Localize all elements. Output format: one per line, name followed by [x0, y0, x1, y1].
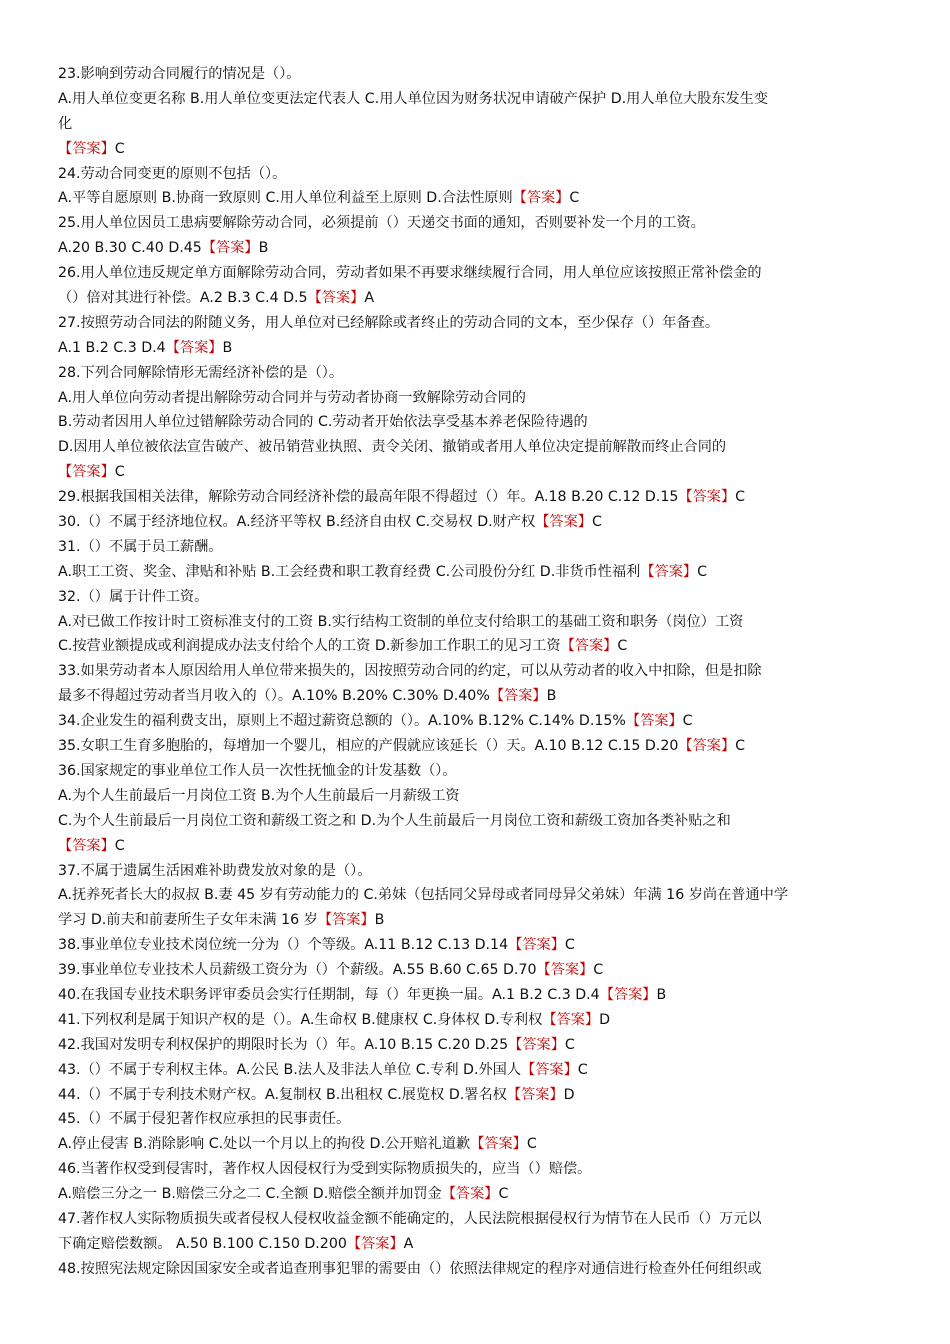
text-line [58, 62, 898, 87]
text-line [58, 585, 898, 610]
line-text: 学习 D.前夫和前妻所生子女年未满 16 岁 [58, 912, 318, 929]
answer-label: 【答案】 [165, 339, 223, 356]
line-text: 38.事业单位专业技术岗位统一分为（）个等级。A.11 B.12 C.13 D.14 [58, 937, 509, 954]
line-text: 40.在我国专业技术职务评审委员会实行任期制，每（）年更换一届。A.1 B.2 C.3 D.4 [58, 986, 600, 1003]
line-text: 29.根据我国相关法律，解除劳动合同经济补偿的最高年限不得超过（）年。A.18 B.20 C.12 D.15 [58, 489, 679, 506]
text-line [58, 610, 898, 635]
line-text: （）倍对其进行补偿。A.2 B.3 C.4 D.5 [58, 290, 308, 307]
line-text: 27.按照劳动合同法的附随义务，用人单位对已经解除或者终止的劳动合同的文本，至少保存（）年备查。 [58, 314, 720, 331]
text-line [58, 1207, 898, 1232]
line-text: 44.（）不属于专利技术财产权。A.复制权 B.出租权 C.展览权 D.署名权 [58, 1086, 507, 1103]
line-text: A.停止侵害 B.消除影响 C.处以一个月以上的拘役 D.公开赔礼道歉 [58, 1136, 471, 1153]
text-line [58, 859, 898, 884]
answer-label: 【答案】 [536, 962, 594, 979]
answer-label: 【答案】 [599, 986, 657, 1003]
line-text: A.用人单位向劳动者提出解除劳动合同并与劳动者协商一致解除劳动合同的 [58, 389, 526, 406]
document-page [58, 62, 898, 1282]
text-line [58, 684, 898, 709]
text-line [58, 958, 898, 983]
text-line [58, 1033, 898, 1058]
text-line [58, 211, 898, 236]
text-line [58, 834, 898, 859]
answer-label: 【答案】 [625, 713, 683, 730]
answer-label: 【答案】 [535, 514, 592, 531]
line-text: 42.我国对发明专利权保护的期限时长为（）年。A.10 B.15 C.20 D.25 [58, 1036, 509, 1053]
text-line [58, 1107, 898, 1132]
line-text: 46.当著作权受到侵害时，著作权人因侵权行为受到实际物质损失的，应当（）赔偿。 [58, 1161, 592, 1178]
answer-value: C [498, 1186, 509, 1203]
answer-label: 【答案】 [542, 1011, 600, 1028]
line-text: 48.按照宪法规定除因国家安全或者追查刑事犯罪的需要由（）依照法律规定的程序对通信进行检查外任何组织或 [58, 1260, 762, 1277]
answer-label: 【答案】 [508, 1036, 565, 1053]
line-text: 34.企业发生的福利费支出，原则上不超过薪资总额的（）。A.10% B.12% C.14% D.15% [58, 713, 626, 730]
line-text: 33.如果劳动者本人原因给用人单位带来损失的，因按照劳动合同的约定，可以从劳动者的收入中扣除，但是扣除 [58, 663, 762, 680]
answer-value: D [599, 1011, 611, 1028]
line-text: A.赔偿三分之一 B.赔偿三分之二 C.全额 D.赔偿全额并加罚金 [58, 1186, 442, 1203]
text-line [58, 709, 898, 734]
answer-value: A [364, 290, 375, 307]
answer-value: B [546, 688, 557, 705]
text-line [58, 784, 898, 809]
answer-label: 【答案】 [58, 464, 115, 481]
answer-label: 【答案】 [441, 1186, 499, 1203]
answer-value: C [526, 1136, 537, 1153]
text-line [58, 435, 898, 460]
answer-label: 【答案】 [470, 1136, 527, 1153]
line-text: D.因用人单位被依法宣告破产、被吊销营业执照、责令关闭、撤销或者用人单位决定提前解散而终止合同的 [58, 439, 727, 456]
text-line [58, 908, 898, 933]
text-line [58, 186, 898, 211]
line-text: C.按营业额提成或利润提成办法支付给个人的工资 D.新参加工作职工的见习工资 [58, 638, 561, 655]
answer-label: 【答案】 [317, 912, 375, 929]
answer-value: C [569, 190, 580, 207]
answer-value: C [697, 563, 708, 580]
text-line [58, 634, 898, 659]
answer-value: C [591, 514, 602, 531]
text-line [58, 162, 898, 187]
answer-label: 【答案】 [506, 1086, 564, 1103]
answer-label: 【答案】 [640, 563, 698, 580]
answer-label: 【答案】 [508, 937, 565, 954]
answer-label: 【答案】 [201, 240, 259, 257]
line-text: A.抚养死者长大的叔叔 B.妻 45 岁有劳动能力的 C.弟妹（包括同父异母或者同母异父弟妹）年满 16 岁尚在普通中学 [58, 887, 789, 904]
line-text: A.用人单位变更名称 B.用人单位变更法定代表人 C.用人单位因为财务状况申请破产保护 D.用人单位大股东发生变 [58, 90, 769, 107]
text-line [58, 809, 898, 834]
text-line [58, 734, 898, 759]
answer-label: 【答案】 [307, 290, 365, 307]
text-line [58, 883, 898, 908]
line-text: 23.影响到劳动合同履行的情况是（）。 [58, 66, 301, 82]
answer-value: C [114, 464, 125, 481]
text-line [58, 1157, 898, 1182]
line-text: 36.国家规定的事业单位工作人员一次性抚恤金的计发基数（）。 [58, 762, 457, 779]
line-text: 32.（）属于计件工资。 [58, 588, 209, 605]
answer-value: D [563, 1086, 575, 1103]
answer-label: 【答案】 [678, 738, 736, 755]
line-text: 30.（）不属于经济地位权。A.经济平等权 B.经济自由权 C.交易权 D.财产权 [58, 514, 536, 531]
answer-value: C [682, 713, 693, 730]
answer-label: 【答案】 [346, 1235, 404, 1252]
line-text: 25.用人单位因员工患病要解除劳动合同，必须提前（）天递交书面的通知，否则要补发一个月的工资。 [58, 215, 705, 232]
text-line [58, 759, 898, 784]
text-line [58, 311, 898, 336]
line-text: A.对已做工作按计时工资标准支付的工资 B.实行结构工资制的单位支付给职工的基础工资和职务（岗位）工资 [58, 613, 744, 630]
answer-value: A [403, 1235, 414, 1252]
line-text: 47.著作权人实际物质损失或者侵权人侵权收益金额不能确定的，人民法院根据侵权行为情节在人民币（）万元以 [58, 1210, 762, 1227]
text-line [58, 510, 898, 535]
text-line [58, 535, 898, 560]
answer-value: C [593, 962, 604, 979]
answer-value: B [258, 240, 269, 257]
line-text: A.职工工资、奖金、津贴和补贴 B.工会经费和职工教育经费 C.公司股份分红 D.非货币性福利 [58, 563, 641, 580]
text-line [58, 1008, 898, 1033]
text-line [58, 112, 898, 137]
line-text: 35.女职工生育多胞胎的，每增加一个婴儿，相应的产假就应该延长（）天。A.10 B.12 C.15 D.20 [58, 738, 679, 755]
line-text: 26.用人单位违反规定单方面解除劳动合同，劳动者如果不再要求继续履行合同，用人单位应该按照正常补偿金的 [58, 265, 762, 282]
line-text: A.为个人生前最后一月岗位工资 B.为个人生前最后一月薪级工资 [58, 787, 460, 804]
text-line [58, 485, 898, 510]
text-line [58, 261, 898, 286]
line-text: 31.（）不属于员工薪酬。 [58, 538, 223, 555]
text-line [58, 286, 898, 311]
line-text: 41.下列权利是属于知识产权的是（）。A.生命权 B.健康权 C.身体权 D.专利权 [58, 1011, 543, 1028]
answer-value: C [735, 738, 746, 755]
answer-value: C [114, 837, 125, 854]
text-line [58, 410, 898, 435]
text-line [58, 236, 898, 261]
text-line [58, 361, 898, 386]
line-text: C.为个人生前最后一月岗位工资和薪级工资之和 D.为个人生前最后一月岗位工资和薪级工资加各类补贴之和 [58, 812, 731, 829]
answer-label: 【答案】 [58, 140, 115, 157]
line-text: A.20 B.30 C.40 D.45 [58, 240, 202, 257]
answer-value: C [564, 937, 575, 954]
line-text: 下确定赔偿数额。 A.50 B.100 C.150 D.200 [58, 1235, 347, 1252]
answer-label: 【答案】 [512, 190, 570, 207]
line-text: 最多不得超过劳动者当月收入的（）。A.10% B.20% C.30% D.40% [58, 688, 490, 705]
answer-label: 【答案】 [521, 1061, 578, 1078]
line-text: A.平等自愿原则 B.协商一致原则 C.用人单位利益至上原则 D.合法性原则 [58, 190, 513, 207]
line-text: 43.（）不属于专利权主体。A.公民 B.法人及非法人单位 C.专利 D.外国人 [58, 1061, 522, 1078]
answer-value: C [577, 1061, 588, 1078]
line-text: 化 [58, 115, 73, 132]
text-line [58, 1232, 898, 1257]
text-line [58, 1257, 898, 1282]
text-line [58, 933, 898, 958]
text-line [58, 1058, 898, 1083]
text-line [58, 87, 898, 112]
line-text: 45.（）不属于侵犯著作权应承担的民事责任。 [58, 1111, 351, 1128]
answer-value: B [374, 912, 385, 929]
text-line [58, 386, 898, 411]
text-line [58, 1132, 898, 1157]
text-line [58, 983, 898, 1008]
answer-value: C [735, 489, 746, 506]
answer-value: C [114, 140, 125, 157]
answer-label: 【答案】 [560, 638, 618, 655]
text-line [58, 1083, 898, 1108]
line-text: 24.劳动合同变更的原则不包括（）。 [58, 165, 287, 182]
answer-value: B [222, 339, 233, 356]
line-text: 28.下列合同解除情形无需经济补偿的是（）。 [58, 364, 344, 381]
line-text: 37.不属于遗属生活困难补助费发放对象的是（）。 [58, 862, 372, 879]
text-line [58, 137, 898, 162]
answer-value: C [564, 1036, 575, 1053]
text-line [58, 460, 898, 485]
line-text: A.1 B.2 C.3 D.4 [58, 339, 166, 356]
answer-label: 【答案】 [489, 688, 547, 705]
answer-label: 【答案】 [58, 837, 115, 854]
text-line [58, 560, 898, 585]
answer-value: C [617, 638, 628, 655]
line-text: 39.事业单位专业技术人员薪级工资分为（）个薪级。A.55 B.60 C.65 D.70 [58, 962, 537, 979]
text-line [58, 336, 898, 361]
text-line [58, 1182, 898, 1207]
answer-value: B [656, 986, 667, 1003]
answer-label: 【答案】 [678, 489, 736, 506]
line-text: B.劳动者因用人单位过错解除劳动合同的 C.劳动者开始依法享受基本养老保险待遇的 [58, 414, 588, 431]
text-line [58, 659, 898, 684]
